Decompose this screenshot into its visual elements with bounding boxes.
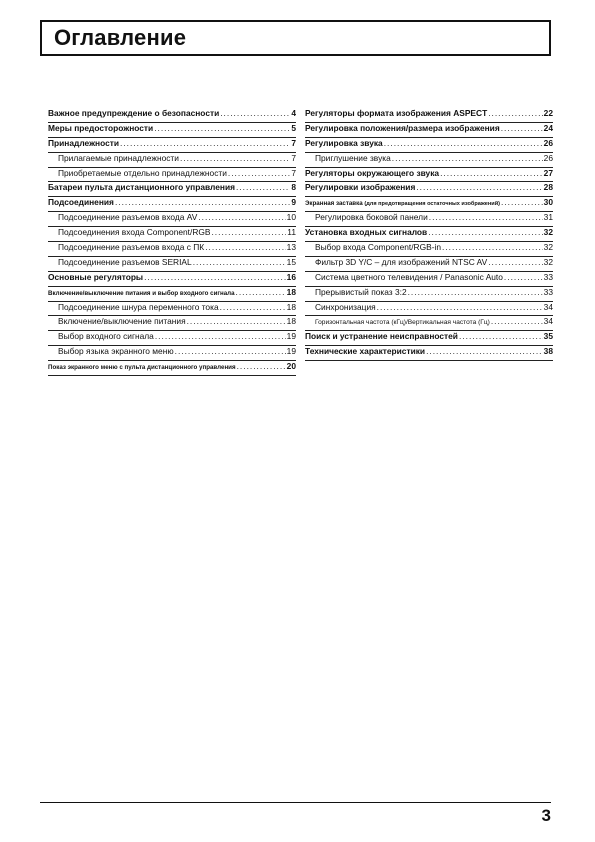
- dot-leader: [501, 123, 543, 133]
- dot-leader: [205, 242, 285, 252]
- toc-entry-page: 4: [291, 108, 296, 118]
- toc-entry[interactable]: [48, 331, 296, 346]
- toc-entry-page: 9: [291, 197, 296, 208]
- dot-leader: [144, 272, 286, 282]
- toc-entry-page: 10: [286, 212, 296, 223]
- toc-entry[interactable]: [48, 168, 296, 183]
- toc-entry-page: 19: [286, 331, 296, 342]
- toc-entry-title: Приглушение звука: [315, 152, 391, 163]
- toc-entry[interactable]: [305, 287, 553, 302]
- toc-entry-title: Батареи пульта дистанционного управления: [48, 182, 236, 193]
- dot-leader: [237, 361, 286, 371]
- toc-entry-title: Основные регуляторы: [48, 271, 144, 282]
- toc-entry-page: 33: [543, 286, 553, 297]
- toc-entry[interactable]: [48, 227, 296, 242]
- toc-entry[interactable]: [305, 331, 553, 346]
- toc-right-column: [305, 108, 553, 361]
- toc-entry[interactable]: [305, 138, 553, 153]
- toc-entry-page: 35: [543, 331, 553, 342]
- dot-leader: [392, 153, 543, 163]
- toc-entry-page: 38: [543, 346, 553, 357]
- toc-entry[interactable]: [305, 108, 553, 123]
- toc-entry-title: Важное предупреждение о безопасности: [48, 108, 220, 118]
- toc-entry[interactable]: [48, 316, 296, 331]
- toc-entry-title: Регулировка звука: [305, 137, 383, 148]
- toc-entry-page: 5: [291, 122, 296, 133]
- toc-entry[interactable]: [48, 302, 296, 317]
- toc-entry-title: Регулировки изображения: [305, 182, 416, 193]
- toc-entry[interactable]: [48, 138, 296, 153]
- toc-entry-title: Регуляторы формата изображения ASPECT: [305, 108, 488, 118]
- footer-divider: [40, 802, 551, 803]
- toc-entry-page: 8: [291, 182, 296, 193]
- dot-leader: [228, 168, 290, 178]
- toc-entry[interactable]: [305, 346, 553, 361]
- toc-entry-page: 26: [543, 152, 553, 163]
- toc-entry[interactable]: [48, 182, 296, 197]
- toc-entry-page: 33: [543, 271, 553, 282]
- toc-entry-title: Регулировка боковой панели: [315, 212, 428, 223]
- dot-leader: [155, 331, 286, 341]
- dot-leader: [459, 331, 543, 341]
- toc-entry-title: Принадлежности: [48, 137, 119, 148]
- dot-leader: [175, 346, 286, 356]
- dot-leader: [236, 182, 290, 192]
- toc-entry-title: Прилагаемые принадлежности: [58, 152, 179, 163]
- toc-entry[interactable]: [48, 197, 296, 212]
- dot-leader: [236, 287, 286, 297]
- dot-leader: [384, 138, 543, 148]
- toc-entry-page: 15: [286, 256, 296, 267]
- toc-entry-page: 27: [543, 167, 553, 178]
- toc-entry[interactable]: [305, 182, 553, 197]
- dot-leader: [211, 227, 286, 237]
- dot-leader: [504, 272, 543, 282]
- toc-entry-page: 19: [286, 346, 296, 357]
- toc-entry-title: Подсоединение разъемов входа с ПК: [58, 242, 205, 253]
- toc-entry-page: 30: [543, 197, 553, 208]
- dot-leader: [115, 197, 290, 207]
- toc-entry-title: Включение/выключение питания и выбор входного сигнала: [48, 289, 235, 297]
- dot-leader: [408, 287, 543, 297]
- toc-entry-page: 18: [286, 286, 296, 297]
- page-title: Оглавление: [54, 25, 187, 50]
- toc-entry[interactable]: [305, 316, 553, 331]
- dot-leader: [220, 302, 286, 312]
- toc-entry[interactable]: [48, 242, 296, 257]
- toc-entry-title: Выбор входа Component/RGB-in: [315, 242, 442, 253]
- toc-entry-page: 32: [543, 242, 553, 253]
- toc-entry-title: Система цветного телевидения / Panasonic Auto: [315, 271, 503, 282]
- toc-entry-title: Горизонтальная частота (кГц)/Вертикальная частота (Гц): [315, 319, 490, 327]
- toc-entry-page: 13: [286, 242, 296, 253]
- toc-entry-page: 34: [543, 316, 553, 327]
- toc-entry-title: Подсоединение шнура переменного тока: [58, 301, 219, 312]
- dot-leader: [501, 197, 543, 207]
- toc-entry[interactable]: [305, 168, 553, 183]
- toc-entry-title: Подсоединение разъемов SERIAL: [58, 256, 192, 267]
- toc-entry-page: 22: [543, 108, 553, 118]
- toc-entry-page: 24: [543, 122, 553, 133]
- toc-entry[interactable]: [48, 123, 296, 138]
- toc-entry-page: 28: [543, 182, 553, 193]
- toc-left-column: [48, 108, 296, 376]
- toc-entry[interactable]: [305, 197, 553, 212]
- toc-entry[interactable]: [305, 242, 553, 257]
- toc-entry[interactable]: [305, 153, 553, 168]
- toc-entry[interactable]: [48, 346, 296, 361]
- page-number: 3: [541, 806, 551, 825]
- toc-entry-page: 18: [286, 316, 296, 327]
- toc-entry-title: Экранная заставка (для предотвращения остаточных изображений): [305, 200, 501, 208]
- dot-leader: [428, 227, 542, 237]
- toc-entry[interactable]: [305, 302, 553, 317]
- toc-entry-page: 7: [291, 152, 296, 163]
- dot-leader: [416, 182, 542, 192]
- toc-entry[interactable]: [305, 212, 553, 227]
- toc-entry[interactable]: [48, 361, 296, 376]
- toc-entry-page: 34: [543, 301, 553, 312]
- toc-entry[interactable]: [48, 287, 296, 302]
- dot-leader: [488, 257, 542, 267]
- dot-leader: [426, 346, 543, 356]
- toc-entry-page: 7: [291, 137, 296, 148]
- toc-entry-title: Установка входных сигналов: [305, 227, 428, 238]
- toc-entry-title: Регулировка положения/размера изображения: [305, 122, 500, 133]
- toc-entry-title: Технические характеристики: [305, 346, 426, 357]
- toc-entry-title: Приобретаемые отдельно принадлежности: [58, 167, 227, 178]
- dot-leader: [193, 257, 286, 267]
- toc-entry[interactable]: [305, 257, 553, 272]
- toc-entry[interactable]: [48, 212, 296, 227]
- toc-entry-title: Показ экранного меню с пульта дистанционного управления: [48, 364, 236, 372]
- dot-leader: [491, 316, 543, 326]
- toc-entry-title: Фильтр 3D Y/C – для изображений NTSC AV: [315, 256, 488, 267]
- toc-entry-note: (для предотвращения остаточных изображений): [364, 201, 501, 208]
- toc-entry-title: Выбор входного сигнала: [58, 331, 154, 342]
- toc-entry[interactable]: [48, 108, 296, 123]
- toc-entry-title: Меры предосторожности: [48, 122, 154, 133]
- dot-leader: [377, 302, 543, 312]
- dot-leader: [180, 153, 290, 163]
- toc-entry-title: Подсоединения: [48, 197, 114, 208]
- toc-entry-page: 26: [543, 137, 553, 148]
- toc-entry[interactable]: [48, 272, 296, 287]
- toc-entry-page: 32: [543, 256, 553, 267]
- toc-entry[interactable]: [305, 272, 553, 287]
- dot-leader: [187, 316, 286, 326]
- dot-leader: [488, 108, 542, 118]
- toc-entry-title: Прерывистый показ 3:2: [315, 286, 407, 297]
- dot-leader: [440, 168, 543, 178]
- title-box: [40, 20, 551, 56]
- toc-entry-page: 18: [286, 301, 296, 312]
- dot-leader: [198, 212, 285, 222]
- dot-leader: [120, 138, 290, 148]
- dot-leader: [154, 123, 290, 133]
- toc-entry[interactable]: [305, 123, 553, 138]
- toc-entry-page: 32: [543, 227, 553, 238]
- toc-entry-title: Подсоединения входа Component/RGB: [58, 227, 211, 238]
- toc-entry-page: 7: [291, 167, 296, 178]
- toc-entry-title: Включение/выключение питания: [58, 316, 186, 327]
- toc-entry-page: 31: [543, 212, 553, 223]
- dot-leader: [220, 108, 290, 118]
- dot-leader: [442, 242, 543, 252]
- toc-entry[interactable]: [48, 257, 296, 272]
- toc-entry-title: Синхронизация: [315, 301, 376, 312]
- toc-entry-page: 11: [287, 227, 296, 238]
- toc-entry-page: 20: [286, 361, 296, 372]
- toc-entry-title: Выбор языка экранного меню: [58, 346, 174, 357]
- toc-entry-title: Регуляторы окружающего звука: [305, 167, 440, 178]
- toc-entry-page: 16: [286, 271, 296, 282]
- dot-leader: [429, 212, 543, 222]
- toc-entry[interactable]: [48, 153, 296, 168]
- toc-entry-title: Поиск и устранение неисправностей: [305, 331, 458, 342]
- toc-entry-title: Подсоединение разъемов входа AV: [58, 212, 198, 223]
- toc-entry[interactable]: [305, 227, 553, 242]
